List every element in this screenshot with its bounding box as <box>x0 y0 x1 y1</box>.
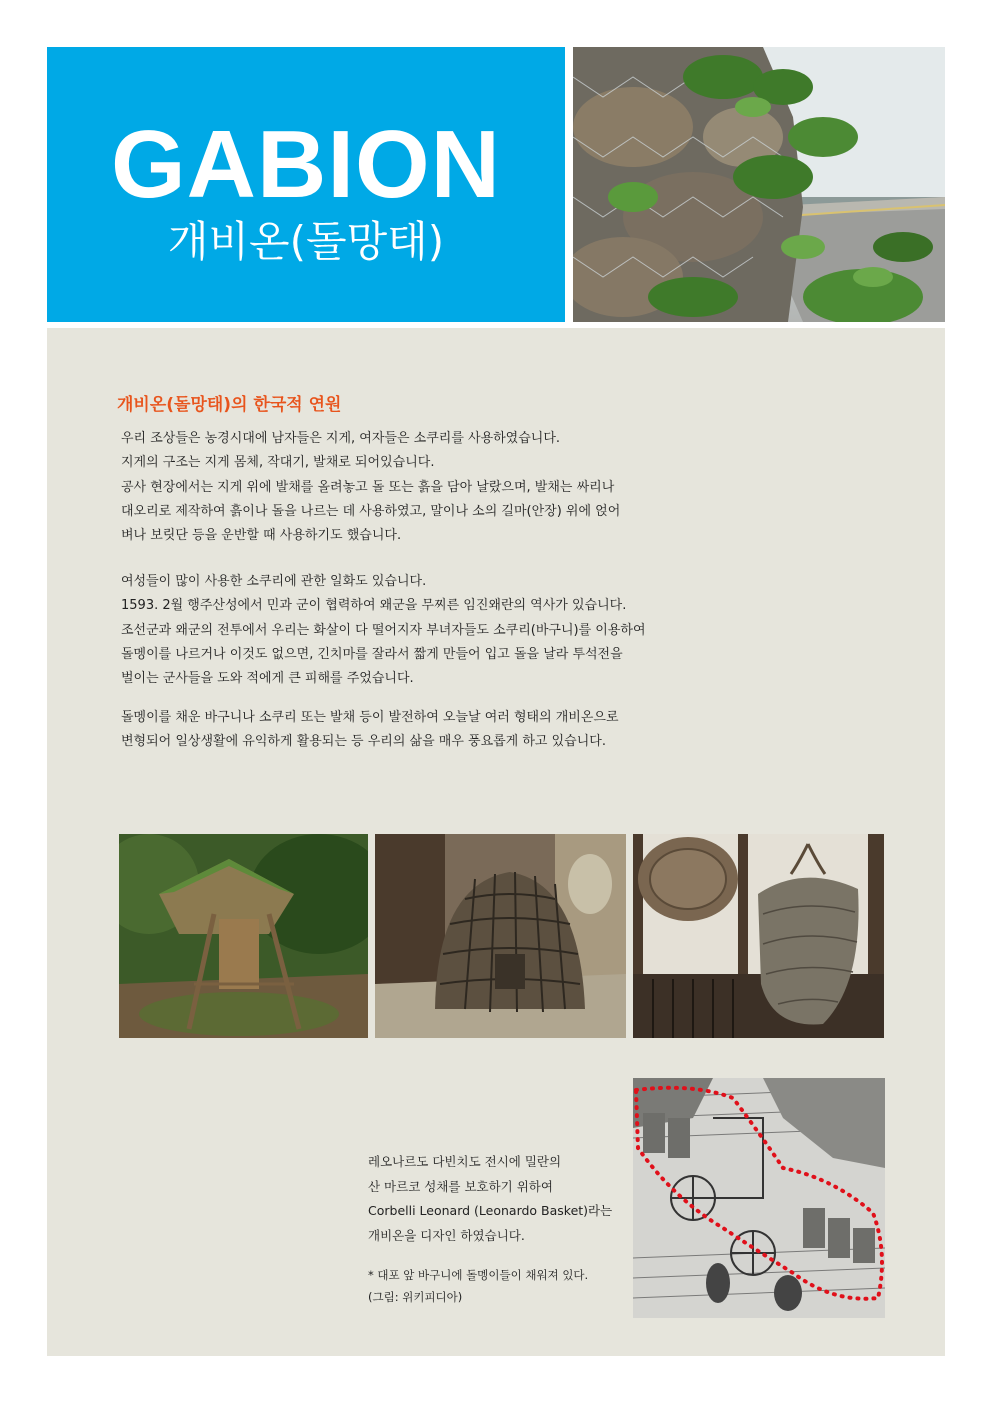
photo-hanging-baskets <box>633 834 884 1038</box>
photo-woven-dome <box>375 834 626 1038</box>
text-line: 벌이는 군사들을 도와 적에게 큰 피해를 주었습니다. <box>121 671 414 687</box>
hero-photo-gabion-wall <box>573 47 945 322</box>
photo-jige-basket <box>119 834 368 1038</box>
text-line: 여성들이 많이 사용한 소쿠리에 관한 일화도 있습니다. <box>121 574 427 589</box>
text-line: 벼나 보릿단 등을 운반할 때 사용하기도 했습니다. <box>121 528 402 544</box>
section-heading: 개비온(돌망태)의 한국적 연원 <box>117 395 342 415</box>
note-line: * 대포 앞 바구니에 돌멩이들이 채워져 있다. <box>368 1268 589 1282</box>
note-line: (그림: 위키피디아) <box>368 1289 463 1304</box>
paragraph-sokuri <box>121 570 701 691</box>
title-english: GABION <box>111 111 501 218</box>
caption-line: 레오나르도 다빈치도 전시에 밀란의 <box>368 1154 562 1169</box>
caption-note <box>368 1265 628 1308</box>
caption-line: Corbelli Leonard (Leonardo Basket)라는 <box>368 1203 613 1218</box>
leonardo-caption <box>368 1150 618 1248</box>
title-korean: 개비온(돌망태) <box>167 217 445 266</box>
paragraph-modern <box>121 706 701 755</box>
text-line: 지게의 구조는 지게 몸체, 작대기, 발채로 되어있습니다. <box>121 455 435 471</box>
photo-leonardo-engraving <box>633 1078 885 1318</box>
text-line: 우리 조상들은 농경시대에 남자들은 지게, 여자들은 소쿠리를 사용하였습니다. <box>121 431 561 446</box>
text-line: 변형되어 일상생활에 유익하게 활용되는 등 우리의 삶을 매우 풍요롭게 하고 있습니다. <box>121 734 606 750</box>
text-line: 돌멩이를 채운 바구니나 소쿠리 또는 발채 등이 발전하여 오늘날 여러 형태의 개비온으로 <box>121 710 619 725</box>
paragraph-jige <box>121 427 701 548</box>
text-line: 공사 현장에서는 지게 위에 발채를 올려놓고 돌 또는 흙을 담아 날랐으며, 발채는 싸리나 <box>121 479 615 495</box>
title-block <box>47 47 565 322</box>
text-line: 1593. 2월 행주산성에서 민과 군이 협력하여 왜군을 무찌른 임진왜란의 역사가 있습니다. <box>121 598 627 614</box>
text-line: 조선군과 왜군의 전투에서 우리는 화살이 다 떨어지자 부녀자들도 소쿠리(바구니)를 이용하여 <box>121 622 646 638</box>
caption-line: 개비온을 디자인 하였습니다. <box>368 1227 525 1243</box>
text-line: 대오리로 제작하여 흙이나 돌을 나르는 데 사용하였고, 말이나 소의 길마(안장) 위에 얹어 <box>121 503 621 519</box>
caption-line: 산 마르코 성채를 보호하기 위하여 <box>368 1178 553 1194</box>
text-line: 돌멩이를 나르거나 이것도 없으면, 긴치마를 잘라서 짧게 만들어 입고 돌을 날라 투석전을 <box>121 646 623 662</box>
